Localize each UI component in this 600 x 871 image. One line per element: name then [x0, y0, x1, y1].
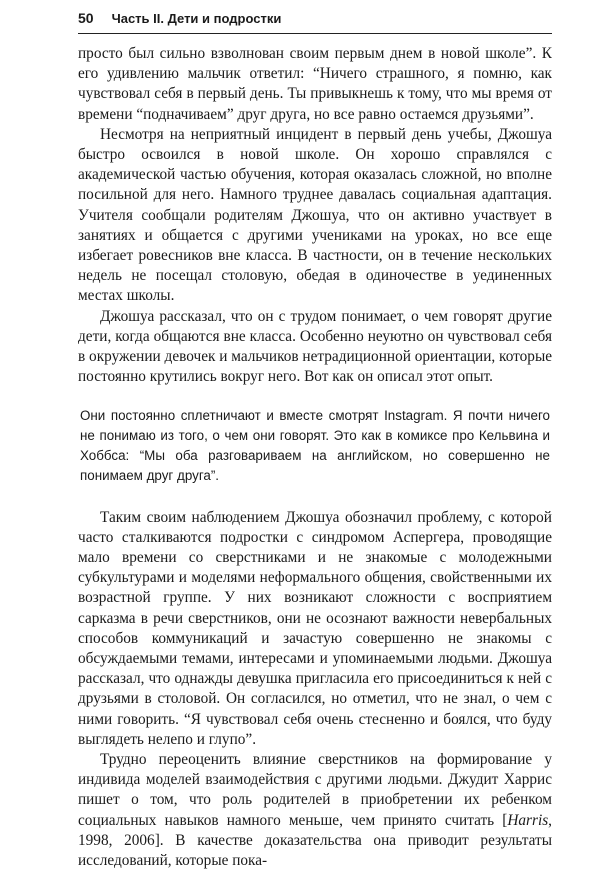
paragraph: Несмотря на неприятный инцидент в первый день учебы, Джошуа быстро освоился в новой школе. Он хорошо справлялся с академической частью обучения, которая оказалась сложной, но вполне посильной для него. Намного труднее давалась социальная адаптация. Учителя сообщали родителям Джошуа, что он активно участвует в занятиях и общается с другими учениками на уроках, но все еще избегает ровесников вне класса. В частности, он в течение нескольких недель не посещал столовую, обедая в одиночестве в уединенных местах школы. — [78, 125, 552, 305]
book-page — [78, 10, 552, 871]
section-title: Часть II. Дети и подростки — [111, 11, 282, 26]
main-text-continued — [78, 508, 552, 871]
paragraph: Таким своим наблюдением Джошуа обозначил проблему, с которой часто сталкиваются подростки с синдромом Аспергера, проводящие мало времени со сверстниками и не знакомые с молодежными субкультурами и моделями неформального общения, свойственными их возрастной группе. У них возникают сложности с восприятием сарказма в речи сверстников, они не осознают важности невербальных способов коммуникаций и зачастую совершенно не знакомы с обсуждаемыми темами, интересами и упоминаемыми людьми. Джошуа рассказал, что однажды девушка пригласила его присоединиться к ней с друзьями в столовой. Он согласился, но отметил, что не знал, о чем с ними говорить. “Я чувствовал себя очень стесненно и боялся, что буду выглядеть нелепо и глупо”. — [78, 508, 552, 748]
paragraph — [78, 750, 552, 871]
block-quote: Они постоянно сплетничают и вместе смотрят Instagram. Я почти ничего не понимаю из того, о чем они говорят. Это как в комиксе про Кельвина и Хоббса: “Мы оба разговариваем на английском, но совершенно не понимаем друг друга”. — [80, 408, 550, 483]
running-header — [78, 10, 552, 34]
paragraph-text: Трудно переоценить влияние сверстников на формирование у индивида моделей взаимодействия с другими людьми. Джудит Харрис пишет о том, что роль родителей в приобретении их ребенком социальных навыков намного меньше, чем принято считать [ — [78, 751, 552, 829]
paragraph: просто был сильно взволнован своим первым днем в новой школе”. К его удивлению мальчик ответил: “Ничего страшного, я помню, как чувствовал себя в первый день. Ты привыкнешь к тому, что мы время от времени “подначиваем” друг друга, но все равно остаемся друзьями”. — [78, 45, 552, 123]
paragraph: Джошуа рассказал, что он с трудом понимает, о чем говорят другие дети, когда общаются вне класса. Особенно неуютно он чувствовал себя в окружении девочек и мальчиков нетрадиционной ориентации, которые постоянно крутились вокруг него. Вот как он описал этот опыт. — [78, 307, 553, 386]
paragraph-text: , 1998, 2006]. В качестве доказательства она приводит результаты исследований, которые пока- — [78, 811, 552, 870]
citation-author: Harris — [507, 811, 549, 829]
main-text — [78, 44, 552, 387]
page-number: 50 — [78, 10, 94, 26]
